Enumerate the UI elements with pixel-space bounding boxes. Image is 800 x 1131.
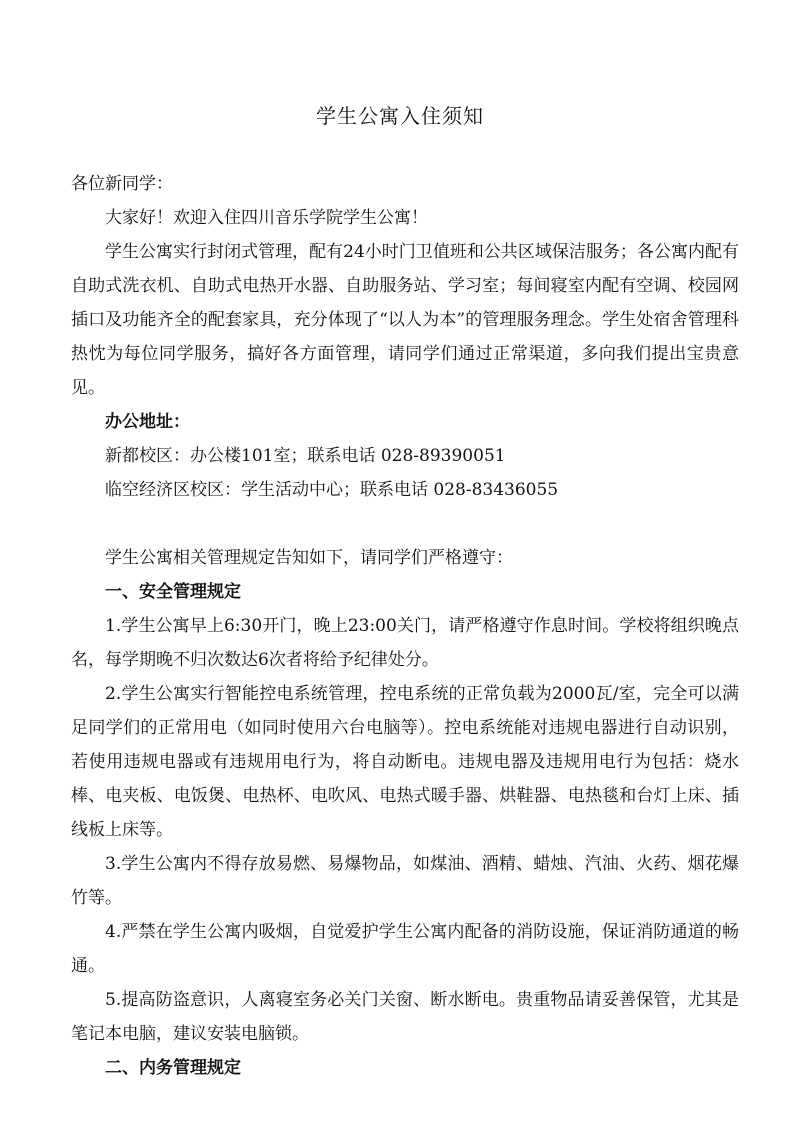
intro-paragraph: 学生公寓实行封闭式管理，配有24小时门卫值班和公共区域保洁服务；各公寓内配有自助式洗衣机、自助式电热开水器、自助服务站、学习室；每间寝室内配有空调、校园网插口及功能齐全的配套家具，充分体现了“以人为本”的管理服务理念。学生处宿舍管理科热忱为每位同学服务，搞好各方面管理，请同学们通过正常渠道，多向我们提出宝贵意见。 bbox=[71, 242, 739, 398]
rule-item: 1.学生公寓早上6:30开门，晚上23:00关门，请严格遵守作息时间。学校将组织晚点名，每学期晚不归次数达6次者将给予纪律处分。 bbox=[71, 616, 739, 670]
office-heading: 办公地址： bbox=[105, 412, 190, 432]
rule-item: 4.严禁在学生公寓内吸烟，自觉爱护学生公寓内配备的消防设施，保证消防通道的畅通。 bbox=[71, 922, 739, 976]
greeting: 各位新同学： bbox=[71, 174, 173, 194]
notice-intro: 学生公寓相关管理规定告知如下，请同学们严格遵守： bbox=[105, 548, 513, 568]
document-title: 学生公寓入住须知 bbox=[316, 104, 484, 128]
welcome-paragraph: 大家好！欢迎入住四川音乐学院学生公寓！ bbox=[105, 208, 428, 228]
office-linkong: 临空经济区校区：学生活动中心；联系电话 028-83436055 bbox=[105, 480, 559, 500]
document-body bbox=[71, 167, 739, 1085]
office-xindu: 新都校区：办公楼101室；联系电话 028-89390051 bbox=[105, 446, 506, 466]
rule-item: 5.提高防盗意识，人离寝室务必关门关窗、断水断电。贵重物品请妥善保管，尤其是笔记本电脑，建议安装电脑锁。 bbox=[71, 990, 739, 1044]
spacer bbox=[71, 507, 739, 541]
section1-heading: 一、安全管理规定 bbox=[105, 582, 241, 602]
section2-heading: 二、内务管理规定 bbox=[105, 1058, 241, 1078]
rule-item: 2.学生公寓实行智能控电系统管理，控电系统的正常负载为2000瓦/室，完全可以满足同学们的正常用电（如同时使用六台电脑等）。控电系统能对违规电器进行自动识别，若使用违规电器或有违规用电行为，将自动断电。违规电器及违规用电行为包括：烧水棒、电夹板、电饭煲、电热杯、电吹风、电热式暖手器、烘鞋器、电热毯和台灯上床、插线板上床等。 bbox=[71, 684, 739, 840]
rule-item: 3.学生公寓内不得存放易燃、易爆物品，如煤油、酒精、蜡烛、汽油、火药、烟花爆竹等。 bbox=[71, 854, 739, 908]
